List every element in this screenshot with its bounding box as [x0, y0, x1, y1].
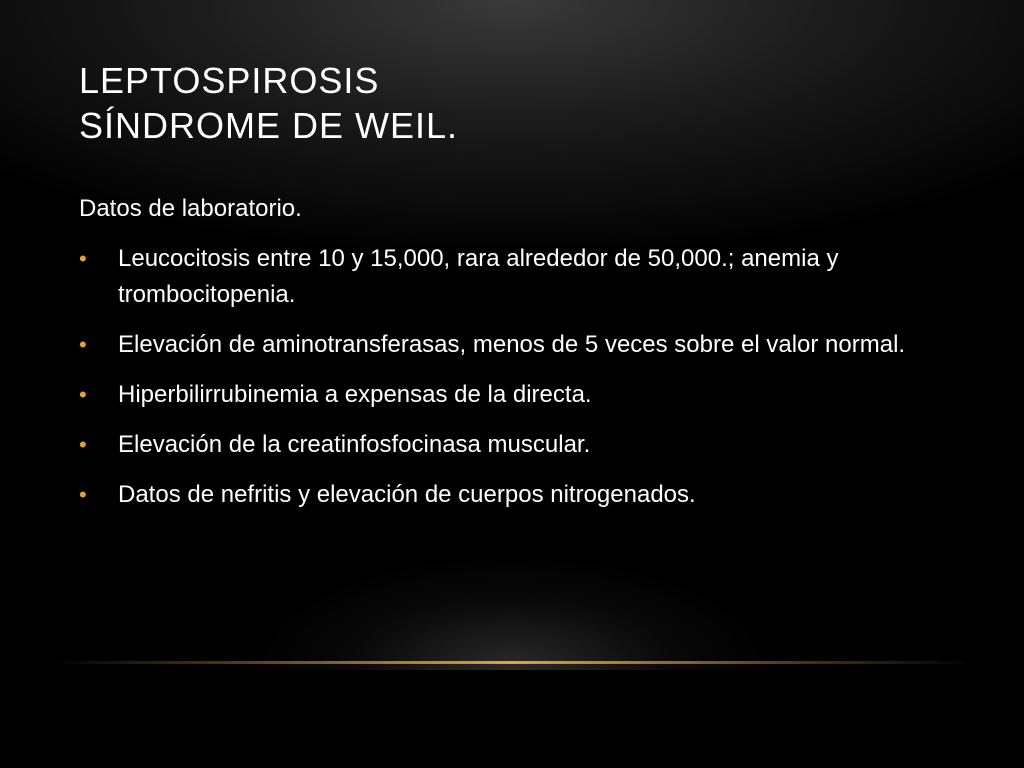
list-item-text: Elevación de la creatinfosfocinasa muscular. — [118, 431, 591, 458]
title-line-1: LEPTOSPIROSIS — [79, 60, 380, 101]
bullet-icon: • — [79, 382, 87, 407]
bullet-list — [79, 241, 959, 513]
list-item — [79, 427, 959, 463]
intro-text: Datos de laboratorio. — [79, 195, 302, 222]
bullet-icon: • — [79, 482, 87, 507]
title-line-2: SÍNDROME DE WEIL. — [79, 105, 459, 146]
list-item-text: Datos de nefritis y elevación de cuerpos nitrogenados. — [118, 481, 696, 508]
list-item — [79, 241, 959, 313]
list-item — [79, 477, 959, 513]
slide-body — [79, 192, 959, 527]
list-item — [79, 377, 959, 413]
bullet-icon: • — [79, 432, 87, 457]
spotlight-glow — [262, 560, 762, 670]
slide-title — [79, 58, 458, 148]
accent-divider-line — [50, 661, 974, 664]
list-item — [79, 327, 959, 363]
list-item-text: Elevación de aminotransferasas, menos de 5 veces sobre el valor normal. — [118, 331, 906, 358]
list-item-text: Hiperbilirrubinemia a expensas de la directa. — [118, 381, 592, 408]
bullet-icon: • — [79, 332, 87, 357]
list-item-text: Leucocitosis entre 10 y 15,000, rara alrededor de 50,000.; anemia y trombocitopenia. — [118, 245, 839, 308]
bullet-icon: • — [79, 246, 87, 271]
